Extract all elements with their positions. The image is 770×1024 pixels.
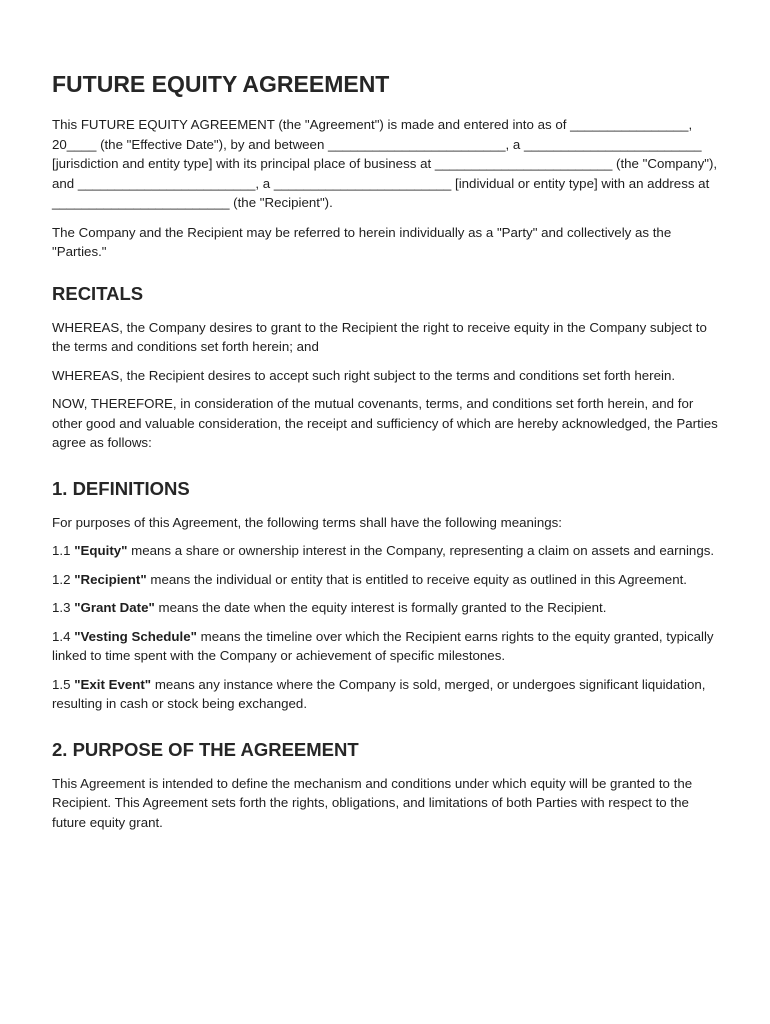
document-page xyxy=(52,70,720,841)
document-title: FUTURE EQUITY AGREEMENT xyxy=(52,71,390,97)
definition-number: 1.5 xyxy=(52,676,71,692)
definition-term: "Equity" xyxy=(74,543,128,558)
recitals-heading: RECITALS xyxy=(52,282,144,304)
definition-text: means the individual or entity that is entitled to receive equity as outlined in this Agreement. xyxy=(150,571,687,587)
purpose-paragraph: This Agreement is intended to define the mechanism and conditions under which equity will be granted to the Recipient. This Agreement sets forth the rights, obligations, and limitations of both Parties with respect to the future equity grant. xyxy=(52,775,693,830)
recital-paragraph: NOW, THEREFORE, in consideration of the mutual covenants, terms, and conditions set forth herein, and for other good and valuable consideration, the receipt and sufficiency of which are hereby acknowledged, the Parties agree as follows: xyxy=(52,396,718,450)
recital-paragraph: WHEREAS, the Company desires to grant to the Recipient the right to receive equity in the Company subject to the terms and conditions set forth herein; and xyxy=(52,319,707,354)
definition-number: 1.3 xyxy=(52,600,71,615)
definition-text: means a share or ownership interest in the Company, representing a claim on assets and earnings. xyxy=(131,543,715,558)
definition-number: 1.4 xyxy=(52,628,71,644)
definition-item xyxy=(52,541,720,561)
definition-text: means the timeline over which the Recipient earns rights to the equity granted, typically linked to time spent with the Company or achievement of specific milestones. xyxy=(52,628,714,663)
recital-paragraph: WHEREAS, the Recipient desires to accept such right subject to the terms and conditions set forth herein. xyxy=(52,367,676,383)
purpose-heading: 2. PURPOSE OF THE AGREEMENT xyxy=(52,738,359,760)
definition-item xyxy=(52,627,720,666)
definition-term: "Grant Date" xyxy=(74,600,155,615)
definition-item xyxy=(52,675,720,714)
definitions-intro: For purposes of this Agreement, the following terms shall have the following meanings: xyxy=(52,514,562,530)
recitals-section xyxy=(52,283,720,453)
definition-number: 1.1 xyxy=(52,543,71,558)
parties-paragraph: The Company and the Recipient may be referred to herein individually as a "Party" and collectively as the "Parties." xyxy=(52,224,672,259)
definition-item xyxy=(52,570,720,590)
definitions-section xyxy=(52,478,720,714)
preamble-paragraph: This FUTURE EQUITY AGREEMENT (the "Agreement") is made and entered into as of ________________, 20____ (the "Effective Date"), by and between ________________________, a ________________________ [jurisdiction and entity type] with its principal place of business at ________________________ (the "Company"), and ________________________, a ________________________ [individual or entity type] with an address at ________________________ (the "Recipient"). xyxy=(52,117,718,210)
definitions-heading: 1. DEFINITIONS xyxy=(52,477,190,499)
definition-number: 1.2 xyxy=(52,571,71,587)
definition-term: "Exit Event" xyxy=(74,676,152,692)
definition-term: "Vesting Schedule" xyxy=(74,628,197,644)
purpose-section xyxy=(52,739,720,833)
definition-item xyxy=(52,598,720,618)
definition-text: means any instance where the Company is sold, merged, or undergoes significant liquidation, resulting in cash or stock being exchanged. xyxy=(52,676,706,711)
definition-text: means the date when the equity interest is formally granted to the Recipient. xyxy=(158,600,607,615)
definition-term: "Recipient" xyxy=(74,571,147,587)
